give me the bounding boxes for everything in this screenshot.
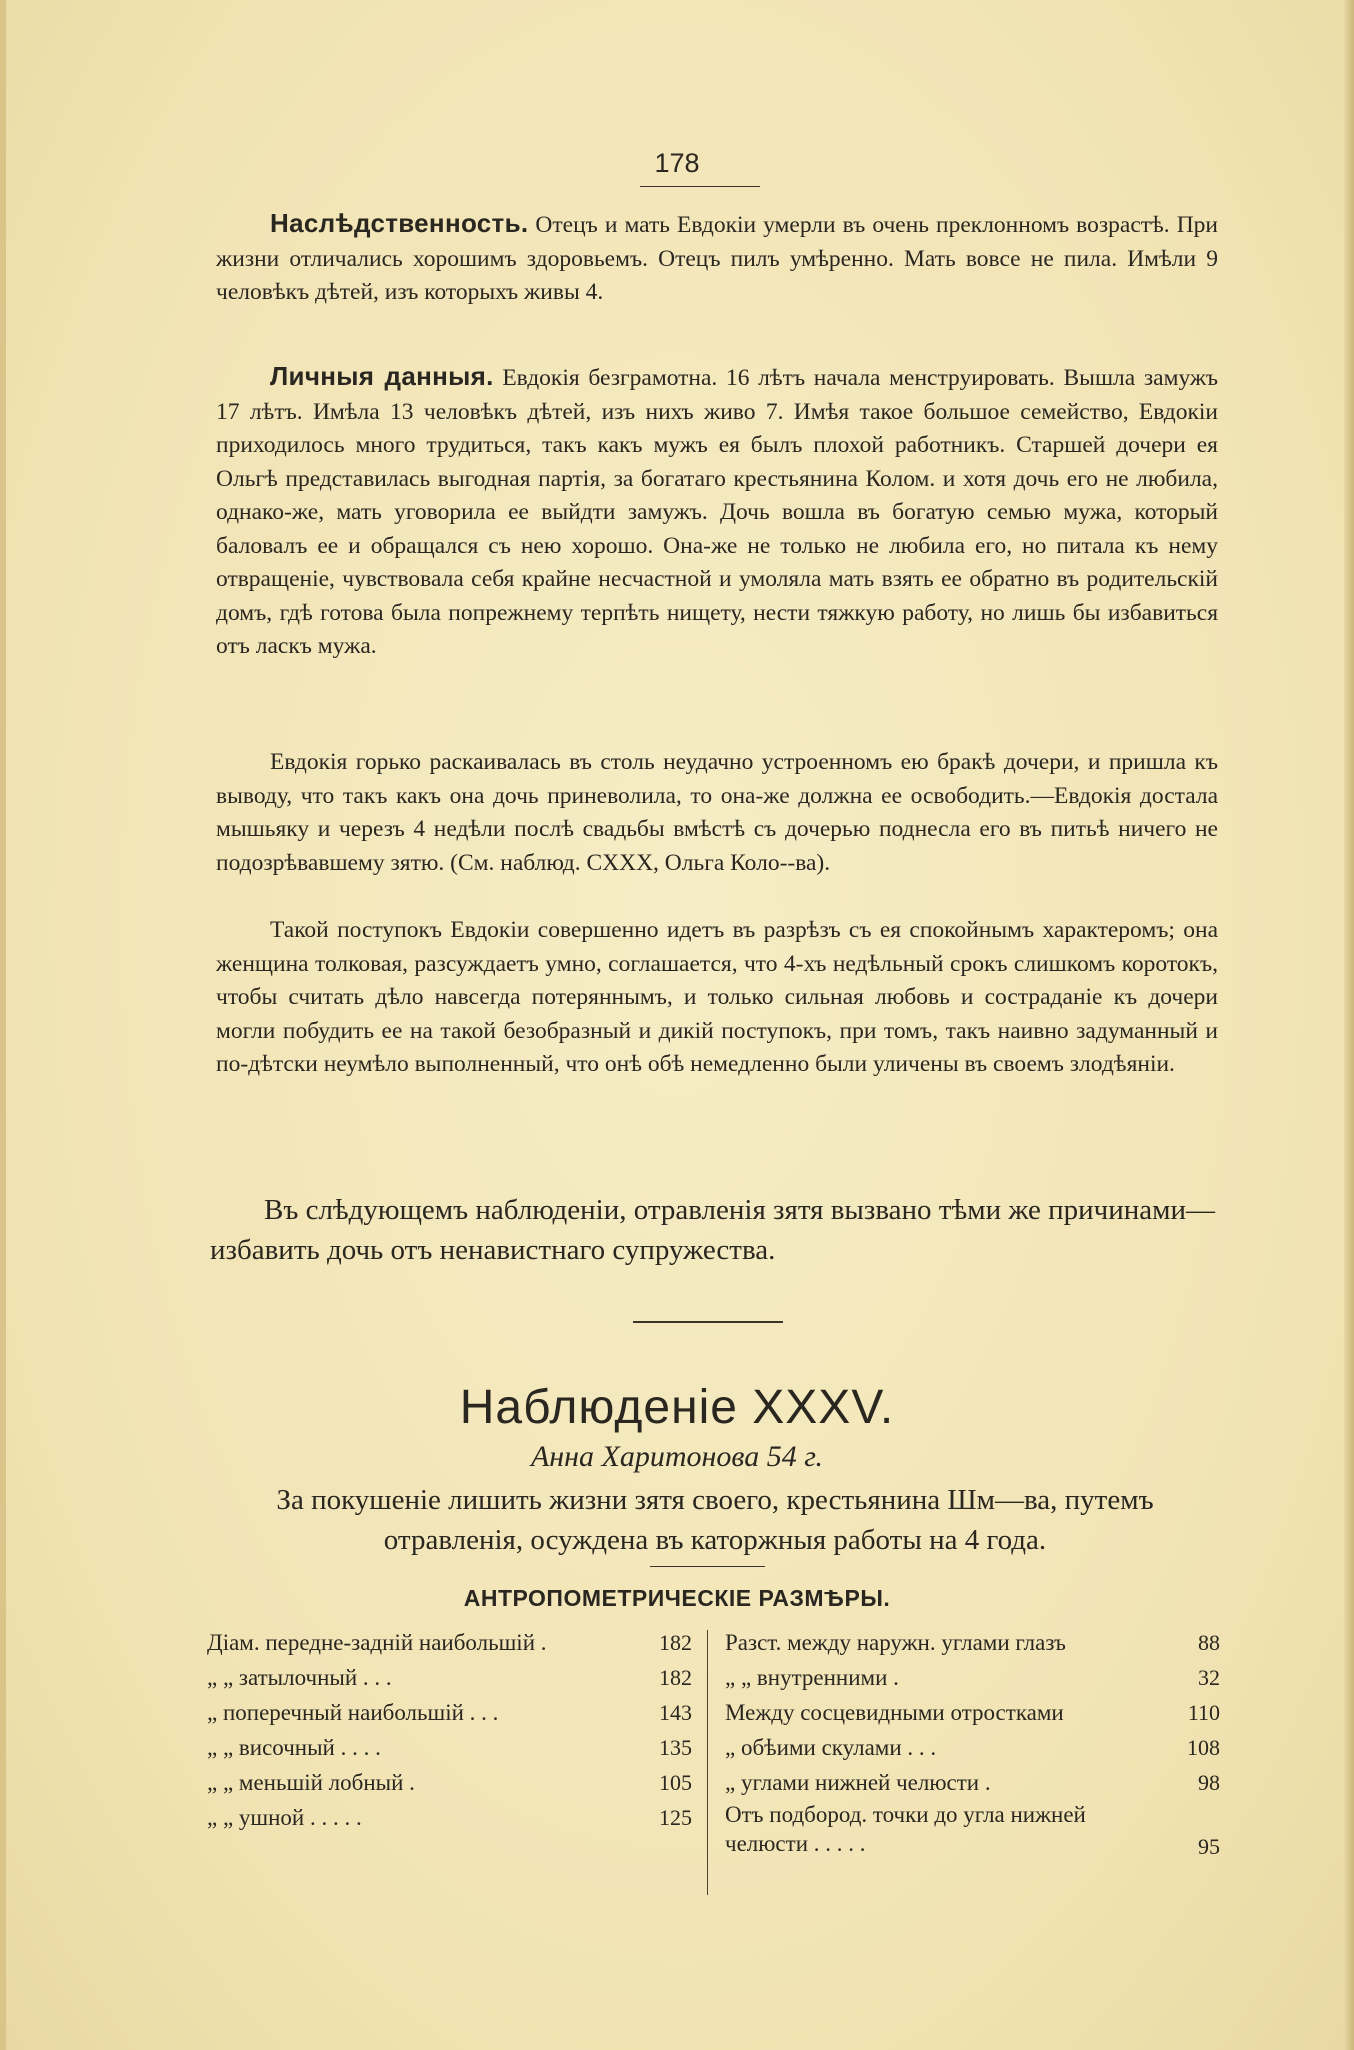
verdict-rule (650, 1566, 765, 1567)
observation-verdict: За покушеніе лишить жизни зятя своего, крестьянина Шм—ва, путемъ отравленія, осуждена въ каторжныя работы на 4 года. (276, 1484, 1154, 1556)
measurement-label: „ „ внутренними . (725, 1665, 899, 1690)
page-edge-right (1344, 0, 1354, 2050)
measurement-row (207, 1800, 692, 1835)
measurement-row (725, 1660, 1220, 1695)
measurement-label: „ „ меньшій лобный . (207, 1770, 415, 1795)
measurement-label: „ поперечный наибольшій . . . (207, 1700, 499, 1725)
measurement-value: 108 (1187, 1735, 1220, 1760)
page-number: 178 (654, 148, 700, 178)
measurement-label: Діам. передне-задній наибольшій . (207, 1630, 547, 1655)
measurement-label: Отъ подбород. точки до угла нижней челюсти . . . . . (725, 1802, 1086, 1856)
measurement-label: Между сосцевидными отростками (725, 1700, 1064, 1725)
measurement-label: „ углами нижней челюсти . (725, 1770, 991, 1795)
measurement-value: 125 (659, 1805, 692, 1830)
measurement-value: 135 (659, 1735, 692, 1760)
measurement-value: 182 (659, 1665, 692, 1690)
measurements-heading: АНТРОПОМЕТРИЧЕСКІЕ РАЗМѢРЫ. (463, 1585, 891, 1611)
measurements-right-column (725, 1625, 1220, 1864)
measurement-value: 143 (659, 1700, 692, 1725)
next-observation-paragraph: Въ слѣдующемъ наблюденіи, отравленія зятя вызвано тѣми же причинами—избавить дочь отъ ненавистнаго супружества. (210, 1194, 1216, 1266)
measurement-row (207, 1660, 692, 1695)
measurement-row (725, 1800, 1220, 1864)
measurement-label: „ „ затылочный . . . (207, 1665, 392, 1690)
measurement-row (207, 1695, 692, 1730)
measurement-row (725, 1625, 1220, 1660)
measurement-row (207, 1625, 692, 1660)
measurement-label: „ „ височный . . . . (207, 1735, 381, 1760)
measurement-row (207, 1730, 692, 1765)
measurement-label: „ „ ушной . . . . . (207, 1805, 362, 1830)
measurement-label: Разст. между наружн. углами глазъ (725, 1630, 1066, 1655)
column-divider (707, 1630, 708, 1895)
measurement-row (725, 1765, 1220, 1800)
observation-title: Наблюденіе XXXV. (459, 1381, 895, 1434)
measurement-value: 110 (1187, 1700, 1220, 1725)
page-edge-left (0, 0, 6, 2050)
measurement-row (725, 1695, 1220, 1730)
heredity-paragraph (216, 207, 1218, 310)
heredity-text: Отецъ и мать Евдокіи умерли въ очень преклонномъ возрастѣ. При жизни отличались хорошимъ здоровьемъ. Отецъ пилъ умѣренно. Мать вовсе не пила. Имѣли 9 человѣкъ дѣтей, изъ которыхъ живы 4. (216, 212, 1218, 305)
measurement-value: 105 (659, 1770, 692, 1795)
heredity-heading: Наслѣдственность. (270, 208, 529, 238)
measurements-left-column (207, 1625, 692, 1835)
measurement-value: 98 (1198, 1770, 1220, 1795)
act-paragraph: Такой поступокъ Евдокіи совершенно идетъ въ разрѣзъ съ ея спокойнымъ характеромъ; она женщина толковая, разсуждаетъ умно, соглашается, что 4-хъ недѣльный срокъ слишкомъ коротокъ, чтобы считать дѣло навсегда потеряннымъ, и только сильная любовь и состраданіе къ дочери могли побудить ее на такой безобразный и дикій поступокъ, при томъ, такъ наивно задуманный и по-дѣтски неумѣло выполненный, что онѣ обѣ немедленно были уличены въ своемъ злодѣяніи. (216, 917, 1218, 1077)
page-number-rule (640, 186, 760, 187)
personal-data-heading: Личныя данныя. (270, 361, 494, 391)
measurement-value: 88 (1198, 1630, 1220, 1655)
personal-data-text: Евдокія безграмотна. 16 лѣтъ начала менструировать. Вышла замужъ 17 лѣтъ. Имѣла 13 человѣкъ дѣтей, изъ нихъ живо 7. Имѣя такое большое семейство, Евдокіи приходилось много трудиться, такъ какъ мужъ ея былъ плохой работникъ. Старшей дочери ея Ольгѣ представилась выгодная партія, за богатаго крестьянина Колом. и хотя дочь его не любила, однако-же, мать уговорила ее выйдти замужъ. Дочь вошла въ богатую семью мужа, который баловалъ ее и обращался съ нею хорошо. Она-же не только не любила его, но питала къ нему отвращеніе, чувствовала себя крайне несчастной и умоляла мать взять ее обратно въ родительскій домъ, гдѣ готова была попрежнему терпѣть нищету, нести тяжкую работу, но лишь бы избавиться отъ ласкъ мужа. (216, 365, 1219, 659)
measurement-value: 95 (1198, 1834, 1220, 1859)
measurement-value: 182 (659, 1630, 692, 1655)
observation-subject: Анна Харитонова 54 г. (530, 1440, 824, 1473)
measurement-row (207, 1765, 692, 1800)
measurement-label: „ обѣими скулами . . . (725, 1735, 937, 1760)
personal-data-paragraph (216, 360, 1218, 664)
repentance-paragraph: Евдокія горько раскаивалась въ столь неудачно устроенномъ ею бракѣ дочери, и пришла къ выводу, что такъ какъ она дочь приневолила, то она-же должна ее освободить.—Евдокія достала мышьяку и черезъ 4 недѣли послѣ свадьбы вмѣстѣ съ дочерью поднесла его въ питьѣ ничего не подозрѣвавшему зятю. (См. наблюд. CXXX, Ольга Коло--ва). (216, 749, 1218, 876)
section-divider (633, 1321, 783, 1323)
measurement-row (725, 1730, 1220, 1765)
measurement-value: 32 (1198, 1665, 1220, 1690)
